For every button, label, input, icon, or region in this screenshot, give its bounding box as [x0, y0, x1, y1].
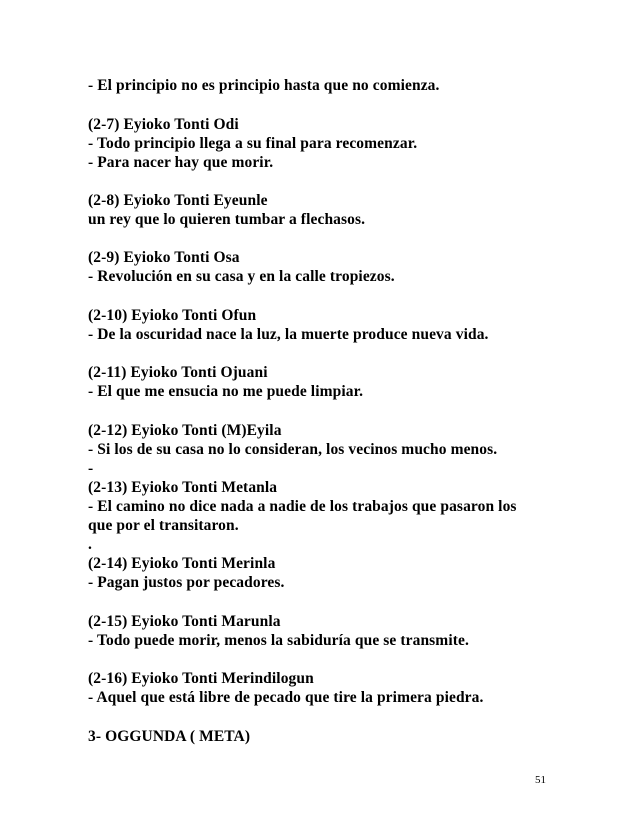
section-heading: (2-13) Eyioko Tonti Metanla [88, 479, 278, 496]
section-heading: (2-14) Eyioko Tonti Merinla [88, 555, 276, 572]
section-heading: (2-9) Eyioko Tonti Osa [88, 249, 240, 266]
text-line: - Aquel que está libre de pecado que tire la primera piedra. [88, 689, 484, 706]
section-heading: (2-16) Eyioko Tonti Merindilogun [88, 670, 314, 687]
text-line: - Todo puede morir, menos la sabiduría que se transmite. [88, 632, 469, 649]
text-line: - Pagan justos por pecadores. [88, 574, 285, 591]
section-heading: (2-7) Eyioko Tonti Odi [88, 116, 239, 133]
text-line: - Para nacer hay que morir. [88, 154, 274, 171]
text-line: - De la oscuridad nace la luz, la muerte produce nueva vida. [88, 326, 489, 343]
text-line: un rey que lo quieren tumbar a flechasos. [88, 211, 366, 228]
chapter-heading: 3- OGGUNDA ( META) [88, 728, 251, 745]
text-line: . [88, 536, 92, 553]
text-line: - Revolución en su casa y en la calle tropiezos. [88, 268, 395, 285]
section-heading: (2-11) Eyioko Tonti Ojuani [88, 364, 268, 381]
text-line: - El que me ensucia no me puede limpiar. [88, 383, 364, 400]
section-heading: (2-15) Eyioko Tonti Marunla [88, 613, 281, 630]
text-line: que por el transitaron. [88, 517, 239, 534]
text-line: - El principio no es principio hasta que no comienza. [88, 77, 440, 94]
text-line: - Si los de su casa no lo consideran, los vecinos mucho menos. [88, 441, 498, 458]
text-line: - El camino no dice nada a nadie de los trabajos que pasaron los [88, 498, 517, 515]
text-line: - [88, 460, 94, 477]
section-heading: (2-12) Eyioko Tonti (M)Eyila [88, 422, 282, 439]
section-heading: (2-8) Eyioko Tonti Eyeunle [88, 192, 268, 209]
text-line: - Todo principio llega a su final para recomenzar. [88, 135, 418, 152]
section-heading: (2-10) Eyioko Tonti Ofun [88, 307, 257, 324]
page-number: 51 [535, 774, 546, 786]
